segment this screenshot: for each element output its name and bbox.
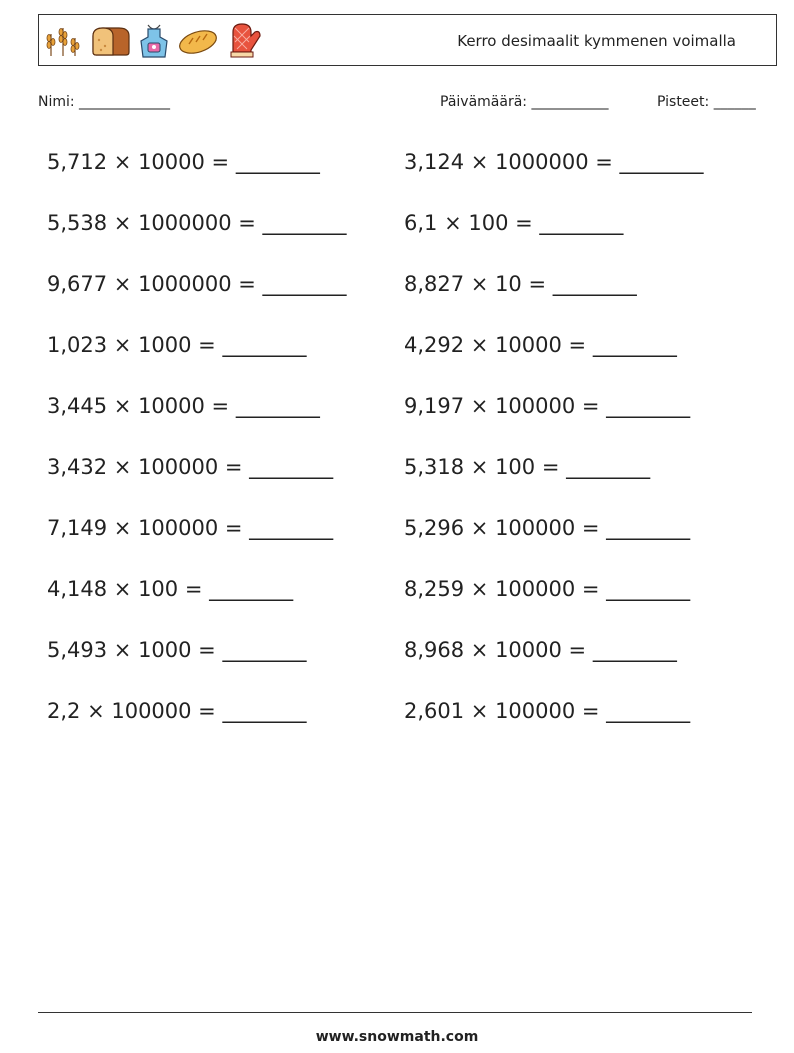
problem-right-5: 9,197 × 100000 = ________ [404, 394, 691, 418]
problem-right-3: 8,827 × 10 = ________ [404, 272, 637, 296]
apron-icon [137, 23, 171, 59]
problem-left-8: 4,148 × 100 = ________ [47, 577, 294, 601]
baguette-icon [177, 24, 219, 58]
footer-divider [38, 1012, 752, 1013]
problem-right-10: 2,601 × 100000 = ________ [404, 699, 691, 723]
problem-left-10: 2,2 × 100000 = ________ [47, 699, 307, 723]
problem-right-7: 5,296 × 100000 = ________ [404, 516, 691, 540]
footer-url: www.snowmath.com [315, 1029, 479, 1045]
problem-left-5: 3,445 × 10000 = ________ [47, 394, 320, 418]
header-icons [43, 21, 263, 61]
header-box [38, 14, 777, 66]
problem-left-1: 5,712 × 10000 = ________ [47, 150, 320, 174]
wheat-icon [43, 24, 83, 58]
score-field: Pisteet: ______ [657, 94, 756, 110]
problem-right-6: 5,318 × 100 = ________ [404, 455, 651, 479]
problem-left-6: 3,432 × 100000 = ________ [47, 455, 334, 479]
problem-right-2: 6,1 × 100 = ________ [404, 211, 624, 235]
problem-left-9: 5,493 × 1000 = ________ [47, 638, 307, 662]
problem-left-3: 9,677 × 1000000 = ________ [47, 272, 347, 296]
date-field: Päivämäärä: ___________ [440, 94, 609, 110]
problem-left-7: 7,149 × 100000 = ________ [47, 516, 334, 540]
problem-right-1: 3,124 × 1000000 = ________ [404, 150, 704, 174]
oven-mitt-icon [225, 22, 263, 60]
worksheet-title: Kerro desimaalit kymmenen voimalla [457, 32, 736, 50]
name-field: Nimi: _____________ [38, 94, 171, 110]
problem-left-4: 1,023 × 1000 = ________ [47, 333, 307, 357]
problem-right-4: 4,292 × 10000 = ________ [404, 333, 677, 357]
bread-loaf-icon [89, 24, 131, 58]
problem-right-8: 8,259 × 100000 = ________ [404, 577, 691, 601]
problem-left-2: 5,538 × 1000000 = ________ [47, 211, 347, 235]
problem-right-9: 8,968 × 10000 = ________ [404, 638, 677, 662]
